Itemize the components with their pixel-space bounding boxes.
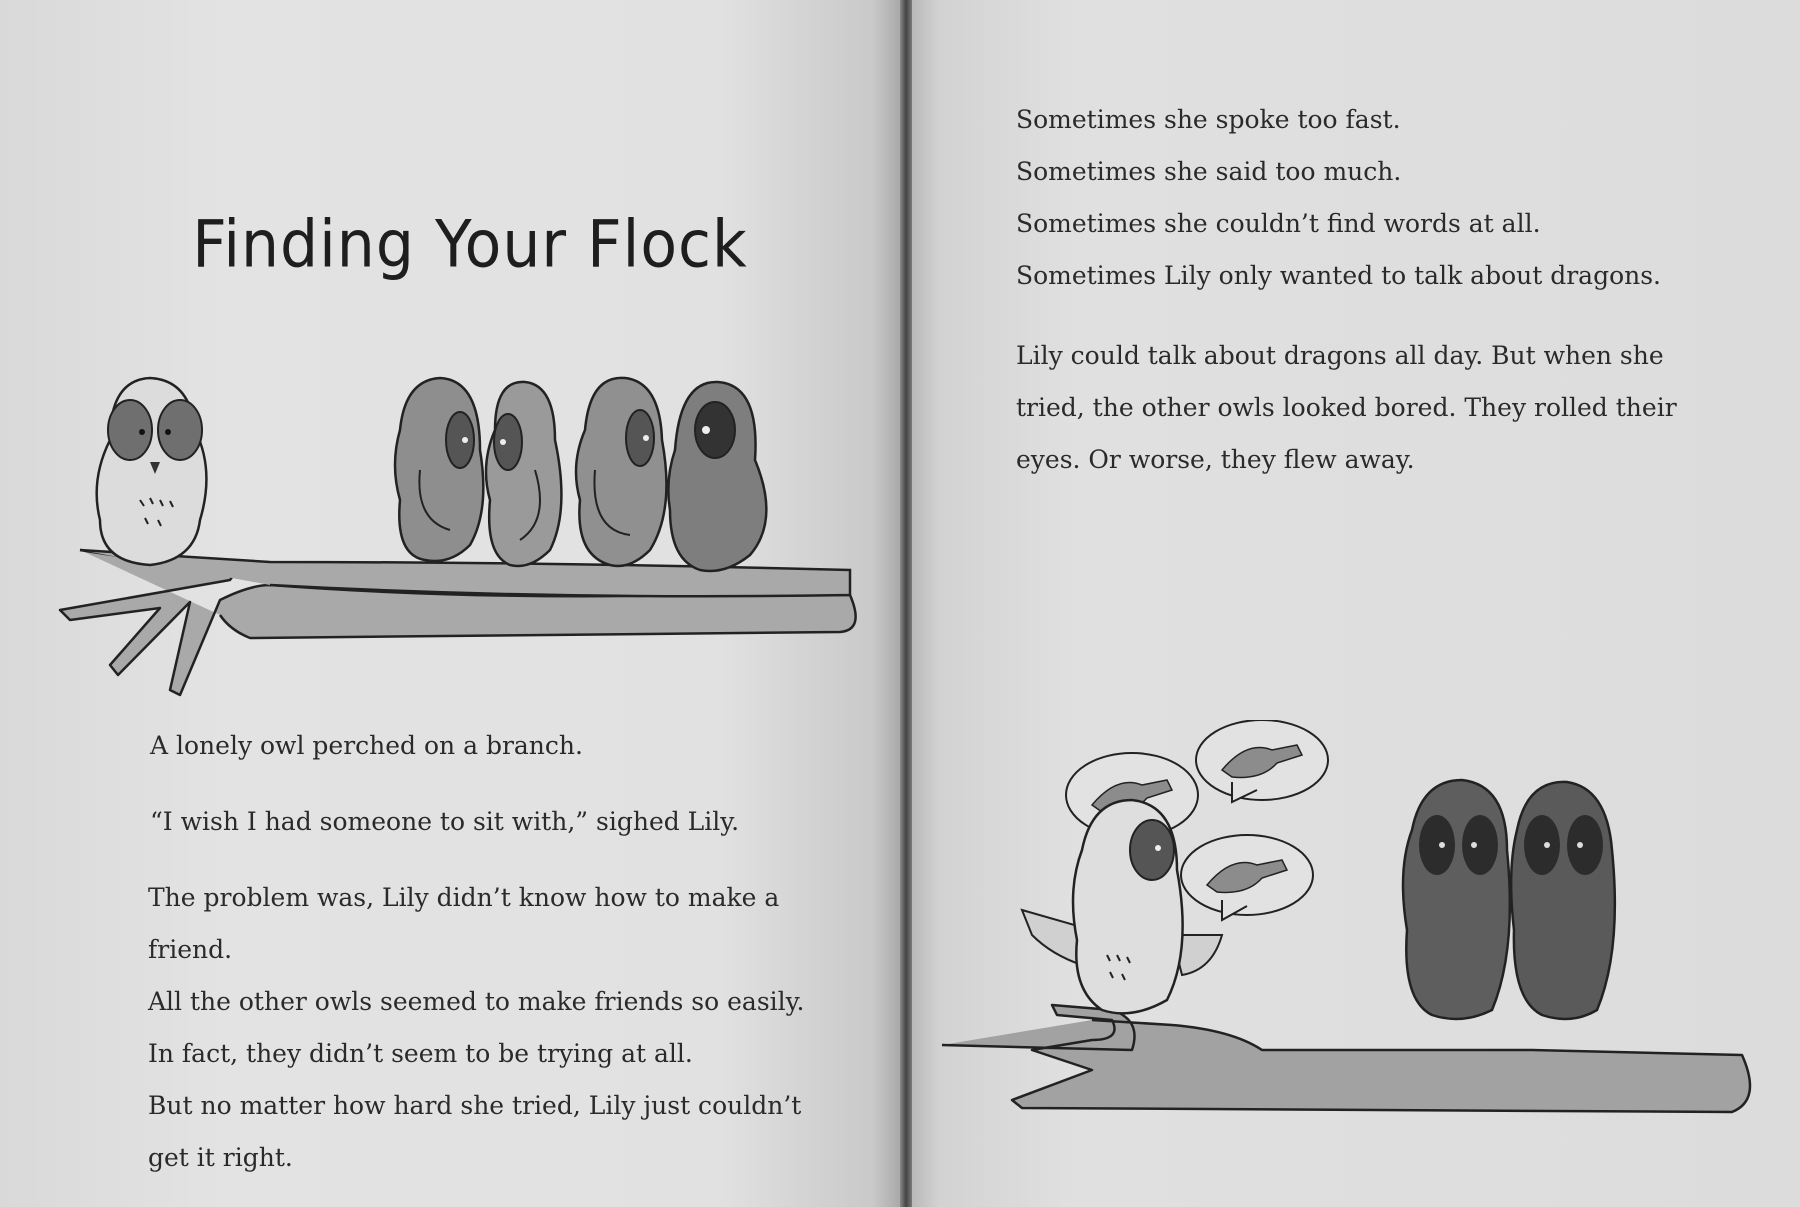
speech-bubble-2: [1196, 720, 1328, 802]
book-gutter: [900, 0, 912, 1207]
speech-bubble-3: [1181, 835, 1313, 920]
grey-owl-2: [486, 382, 561, 566]
right-page: [912, 0, 1800, 1207]
left-paragraph-1: A lonely owl perched on a branch.: [150, 731, 583, 760]
grey-owl-1: [395, 378, 483, 561]
left-paragraph-2: “I wish I had someone to sit with,” sighed Lily.: [150, 807, 740, 836]
grey-owl-4: [668, 382, 766, 571]
dark-owl-2: [1511, 782, 1615, 1019]
owls-on-branch-illustration: [50, 370, 900, 700]
lonely-owl: [97, 378, 207, 565]
dark-owl-1: [1403, 780, 1510, 1019]
right-paragraph-1: Sometimes she spoke too fast. Sometimes she said too much. Sometimes she couldn’t find words at all. Sometimes Lily only wanted to talk about dragons.: [1016, 105, 1662, 290]
grey-owl-3: [576, 378, 666, 566]
right-paragraph-2: Lily could talk about dragons all day. But when she tried, the other owls looked bored. They rolled their eyes. Or worse, they flew away.: [1016, 341, 1677, 474]
chapter-title: Finding Your Flock: [192, 207, 748, 283]
lily-owl: [1022, 800, 1222, 1013]
dragon-talk-illustration: [932, 720, 1792, 1120]
left-paragraph-3: The problem was, Lily didn’t know how to make a friend. All the other owls seemed to make friends so easily. In fact, they didn’t seem to be trying at all. But no matter how hard she tried, Lily just couldn’t get it right.: [148, 883, 805, 1172]
